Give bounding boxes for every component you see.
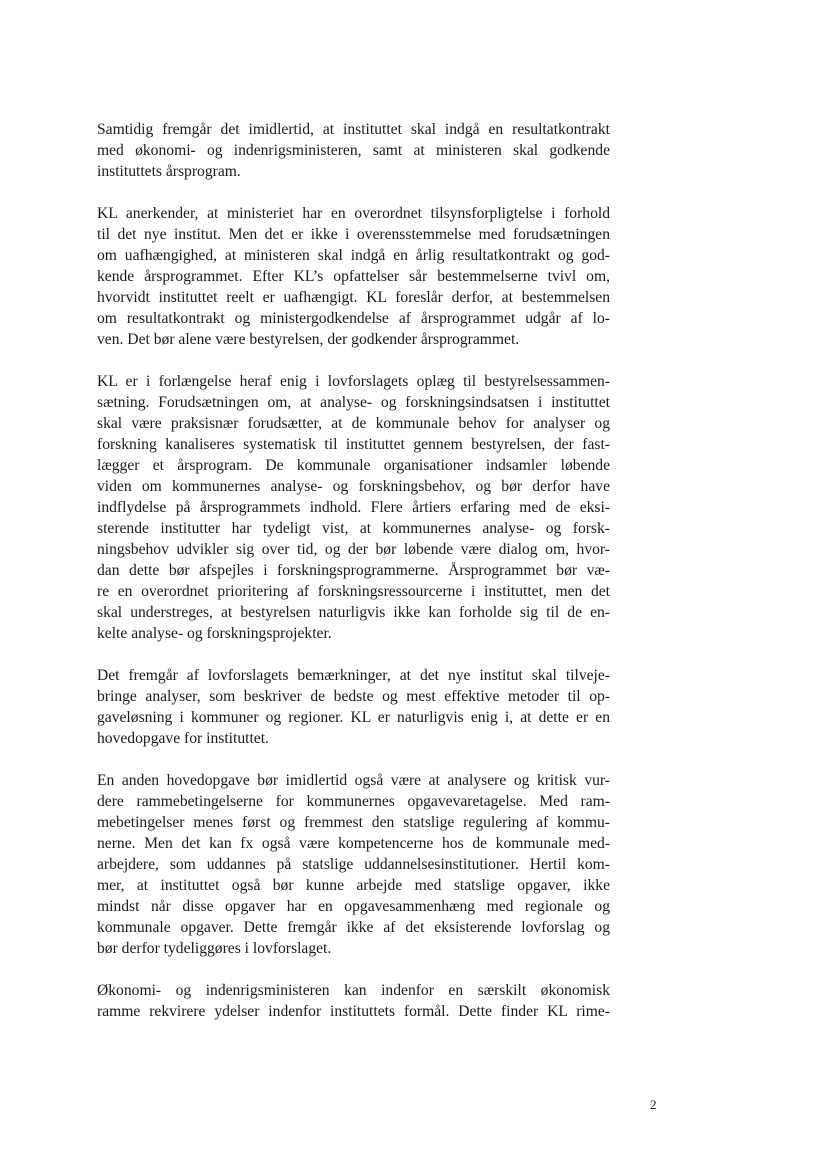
text-line: dere rammebetingelserne for kommunernes opgavevaretagelse. Med ram- (97, 793, 610, 810)
text-line: mindst når disse opgaver har en opgavesammenhæng med regionale og (97, 898, 610, 915)
paragraph-4 (97, 665, 610, 749)
text-line: skal understreges, at bestyrelsen naturligvis ikke kan forholde sig til de en- (97, 604, 610, 621)
text-line: ramme rekvirere ydelser indenfor instituttets formål. Dette finder KL rime- (97, 1003, 610, 1020)
text-line: nerne. Men det kan fx også være kompetencerne hos de kommunale med- (97, 835, 610, 852)
text-line: hovedopgave for instituttet. (97, 730, 269, 747)
text-line: bør derfor tydeliggøres i lovforslaget. (97, 940, 332, 957)
text-line: sterende institutter har tydeligt vist, at kommunernes analyse- og forsk- (97, 520, 610, 537)
text-line: re en overordnet prioritering af forskningsressourcerne i instituttet, men det (97, 583, 610, 600)
text-line: ningsbehov udvikler sig over tid, og der bør løbende være dialog om, hvor- (97, 541, 610, 558)
text-line: indflydelse på årsprogrammets indhold. Flere årtiers erfaring med de eksi- (97, 499, 610, 516)
text-line: om uafhængighed, at ministeren skal indgå en årlig resultatkontrakt og god- (97, 247, 610, 264)
paragraph-6 (97, 980, 610, 1022)
text-line: skal være praksisnær forudsætter, at de kommunale behov for analyser og (97, 415, 610, 432)
text-line: bringe analyser, som beskriver de bedste og mest effektive metoder til op- (97, 688, 610, 705)
text-line: dan dette bør afspejles i forskningsprogrammerne. Årsprogrammet bør væ- (97, 562, 610, 579)
text-line: Samtidig fremgår det imidlertid, at instituttet skal indgå en resultatkontrakt (97, 121, 610, 138)
text-line: KL anerkender, at ministeriet har en overordnet tilsynsforpligtelse i forhold (97, 205, 610, 222)
text-line: forskning kanaliseres systematisk til instituttet gennem bestyrelsen, der fast- (97, 436, 610, 453)
text-line: Økonomi- og indenrigsministeren kan indenfor en særskilt økonomisk (97, 982, 610, 999)
text-line: til det nye institut. Men det er ikke i overensstemmelse med forudsætningen (97, 226, 610, 243)
text-line: instituttets årsprogram. (97, 163, 241, 180)
text-line: arbejdere, som uddannes på statslige uddannelsesinstitutioner. Hertil kom- (97, 856, 610, 873)
text-line: viden om kommunernes analyse- og forskningsbehov, og bør derfor have (97, 478, 610, 495)
text-line: KL er i forlængelse heraf enig i lovforslagets oplæg til bestyrelsessammen- (97, 373, 610, 390)
text-line: ven. Det bør alene være bestyrelsen, der godkender årsprogrammet. (97, 331, 520, 348)
text-line: kende årsprogrammet. Efter KL’s opfattelser sår bestemmelserne tvivl om, (97, 268, 610, 285)
text-line: lægger et årsprogram. De kommunale organisationer indsamler løbende (97, 457, 610, 474)
text-line: hvorvidt instituttet reelt er uafhængigt. KL foreslår derfor, at bestemmelsen (97, 289, 610, 306)
paragraph-3 (97, 371, 610, 644)
text-line: med økonomi- og indenrigsministeren, samt at ministeren skal godkende (97, 142, 610, 159)
paragraph-2 (97, 203, 610, 350)
text-line: om resultatkontrakt og ministergodkendelse af årsprogrammet udgår af lo- (97, 310, 610, 327)
text-line: En anden hovedopgave bør imidlertid også være at analysere og kritisk vur- (97, 772, 610, 789)
text-line: kommunale opgaver. Dette fremgår ikke af det eksisterende lovforslag og (97, 919, 610, 936)
page-number: 2 (650, 1097, 657, 1112)
text-line: kelte analyse- og forskningsprojekter. (97, 625, 332, 642)
text-line: Det fremgår af lovforslagets bemærkninger, at det nye institut skal tilveje- (97, 667, 610, 684)
body-text (97, 119, 610, 1043)
text-line: sætning. Forudsætningen om, at analyse- og forskningsindsatsen i instituttet (97, 394, 610, 411)
text-line: gaveløsning i kommuner og regioner. KL er naturligvis enig i, at dette er en (97, 709, 610, 726)
text-line: mebetingelser menes først og fremmest den statslige regulering af kommu- (97, 814, 610, 831)
text-line: mer, at instituttet også bør kunne arbejde med statslige opgaver, ikke (97, 877, 610, 894)
paragraph-5 (97, 770, 610, 959)
paragraph-1 (97, 119, 610, 182)
